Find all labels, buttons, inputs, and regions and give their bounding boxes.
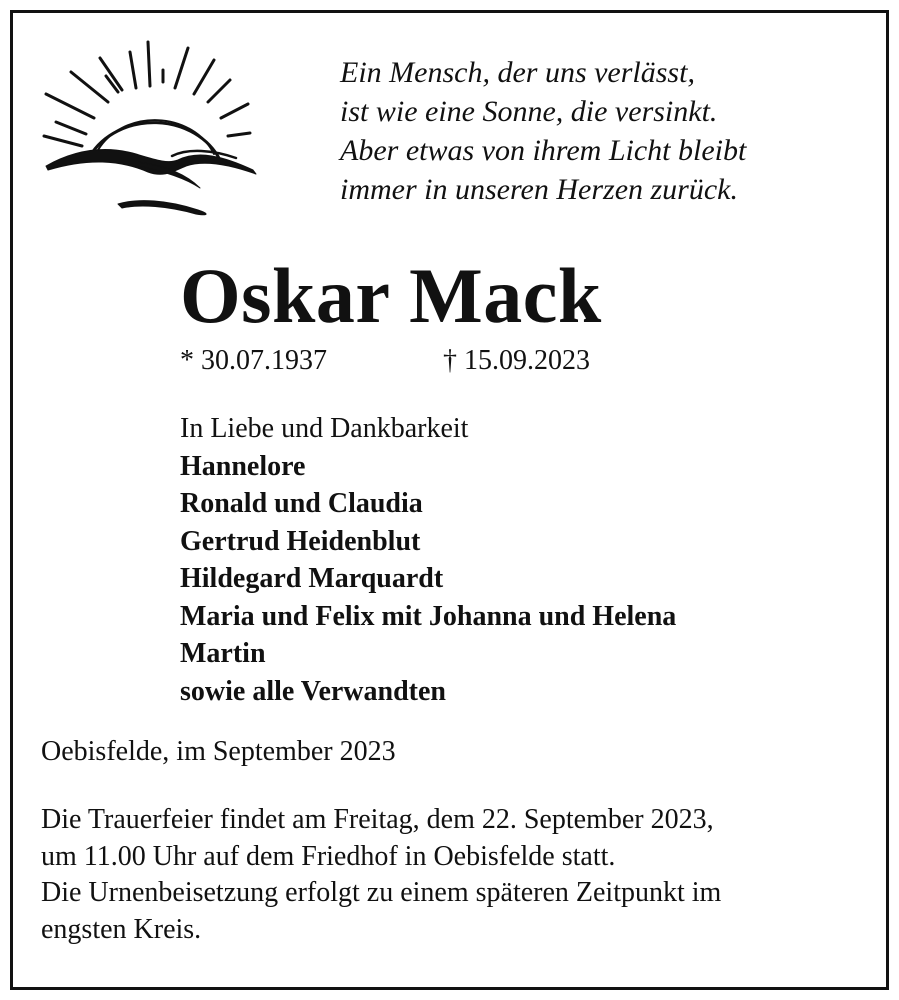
mourner-name: Ronald und Claudia <box>180 488 423 519</box>
deceased-name: Oskar Mack <box>180 252 602 339</box>
poem-line: Ein Mensch, der uns verlässt, <box>340 56 695 89</box>
mourner-name: Hannelore <box>180 450 306 482</box>
memorial-poem <box>340 53 746 209</box>
poem-line: ist wie eine Sonne, die versinkt. <box>340 95 718 128</box>
mourner-name: Maria und Felix mit Johanna und Helena <box>180 600 677 632</box>
poem-line: Aber etwas von ihrem Licht bleibt <box>340 134 747 167</box>
mourners-list <box>180 410 676 710</box>
funeral-service-info <box>41 802 721 948</box>
birth-date: * 30.07.1937 <box>180 345 327 376</box>
service-line: engsten Kreis. <box>41 913 202 945</box>
service-line: Die Trauerfeier findet am Freitag, dem 22. September 2023, <box>41 804 714 835</box>
death-date: † 15.09.2023 <box>443 345 590 376</box>
setting-sun-icon <box>38 38 263 223</box>
place-and-date: Oebisfelde, im September 2023 <box>41 736 396 767</box>
poem-line: immer in unseren Herzen zurück. <box>340 173 738 206</box>
mourners-intro: In Liebe und Dankbarkeit <box>180 413 469 444</box>
mourner-name: sowie alle Verwandten <box>180 675 446 707</box>
mourner-name: Martin <box>180 638 266 669</box>
service-line: um 11.00 Uhr auf dem Friedhof in Oebisfelde statt. <box>41 840 616 872</box>
mourner-name: Gertrud Heidenblut <box>180 525 421 557</box>
mourner-name: Hildegard Marquardt <box>180 563 444 594</box>
service-line: Die Urnenbeisetzung erfolgt zu einem späteren Zeitpunkt im <box>41 877 722 908</box>
